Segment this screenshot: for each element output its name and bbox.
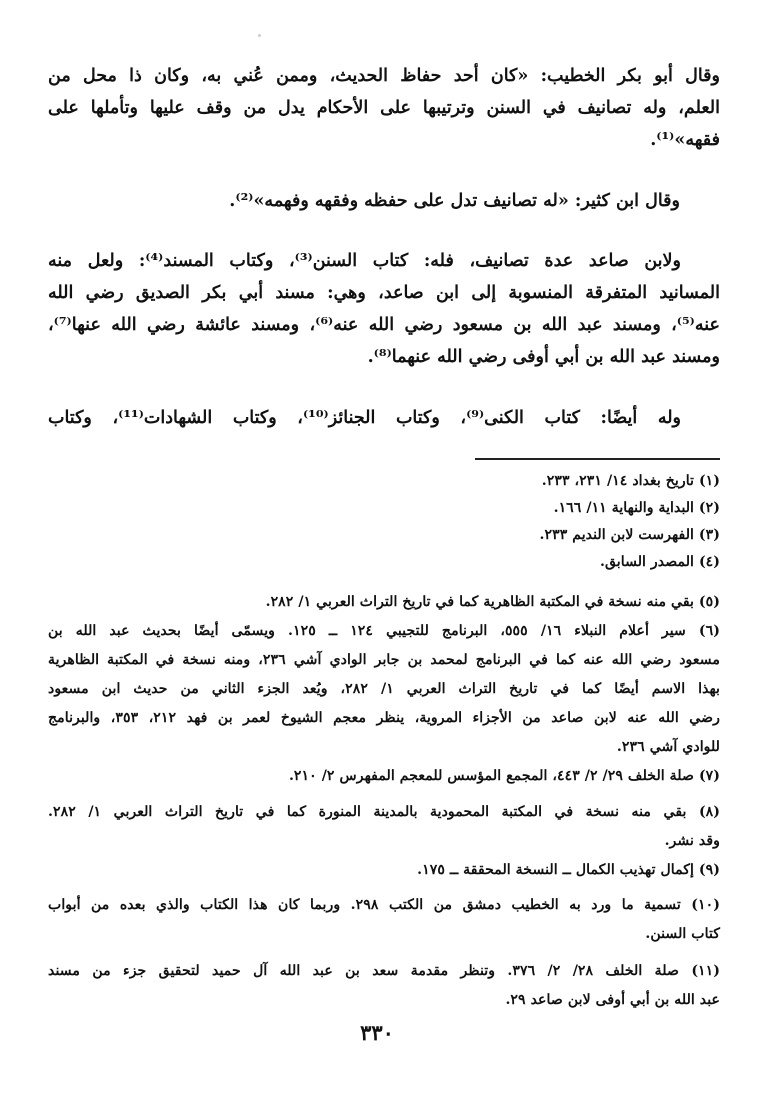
- body-line: ومسند عبد الله بن أبي أوفى رضي الله عنهما⁽⁸⁾.: [367, 347, 720, 367]
- footnote: رضي الله عنه لابن صاعد من الأجزاء المروية، ينظر معجم الشيوخ لعمر بن فهد ٢١٢، ٣٥٣، والبرنامج: [48, 710, 720, 726]
- footnote: (٧) صلة الخلف ٢٩/ ٢/ ٤٤٣، المجمع المؤسس للمعجم المفهرس ٢/ ٢١٠.: [288, 768, 720, 784]
- footnote: كتاب السنن.: [645, 926, 720, 942]
- body-line: ولابن صاعد عدة تصانيف، فله: كتاب السنن⁽³⁾، وكتاب المسند⁽⁴⁾: ولعل منه: [48, 251, 681, 271]
- footnote: (٥) بقي منه نسخة في المكتبة الظاهرية كما في تاريخ التراث العربي ١/ ٢٨٢.: [265, 594, 720, 610]
- footnote: وقد نشر.: [664, 833, 720, 849]
- footnote: (٦) سير أعلام النبلاء ١٦/ ٥٥٥، البرنامج للتجيبي ١٢٤ ــ ١٢٥. ويسمّى أيضًا بحديث عبد الله بن: [48, 623, 720, 639]
- footnote: عبد الله بن أبي أوفى لابن صاعد ٢٩.: [505, 992, 720, 1008]
- footnote: بهذا الاسم أيضًا كما في تاريخ التراث العربي ١/ ٢٨٢، ويُعد الجزء الثاني من حديث ابن مسعود: [48, 681, 721, 697]
- body-line: وقال أبو بكر الخطيب: «كان أحد حفاظ الحديث، وممن عُني به، وكان ذا محل من: [48, 66, 720, 86]
- footnote: مسعود رضي الله عنه كما في البرنامج لمحمد بن جابر الوادي آشي ٢٣٦، ومنه نسخة في المكتبة الظاهرية: [48, 652, 720, 668]
- footnote: للوادي آشي ٢٣٦.: [616, 739, 720, 755]
- body-line: وله أيضًا: كتاب الكنى⁽⁹⁾، وكتاب الجنائز⁽¹⁰⁾، وكتاب الشهادات⁽¹¹⁾، وكتاب: [48, 408, 681, 428]
- body-line: وقال ابن كثير: «له تصانيف تدل على حفظه وفقهه وفهمه»⁽²⁾.: [229, 191, 680, 211]
- footnote: (٨) بقي منه نسخة في المكتبة المحمودية بالمدينة المنورة كما في تاريخ التراث العربي ١/ ٢٨٢.: [48, 804, 721, 820]
- body-line: المسانيد المتفرقة المنسوبة إلى ابن صاعد، وهي: مسند أبي بكر الصديق رضي الله: [48, 283, 720, 303]
- footnote: (١) تاريخ بغداد ١٤/ ٢٣١، ٢٣٣.: [541, 473, 720, 489]
- body-line: فقهه»⁽¹⁾.: [650, 130, 720, 150]
- page-number: ٣٣٠: [360, 1020, 394, 1045]
- footnote: (٢) البداية والنهاية ١١/ ١٦٦.: [553, 500, 720, 516]
- scan-speck: [258, 34, 261, 37]
- footnote: (٤) المصدر السابق.: [600, 554, 720, 570]
- footnote: (١٠) تسمية ما ورد به الخطيب دمشق من الكتب ٢٩٨. وربما كان هذا الكتاب والذي بعده من أبواب: [48, 897, 720, 913]
- body-line: العلم، وله تصانيف في السنن وترتيبها على الأحكام يدل من وقف عليها وتأملها على: [48, 98, 720, 118]
- footnote: (٩) إكمال تهذيب الكمال ــ النسخة المحققة ــ ١٧٥.: [417, 862, 720, 878]
- footnote: (١١) صلة الخلف ٢٨/ ٢/ ٣٧٦. وتنظر مقدمة سعد بن عبد الله آل حميد لتحقيق جزء من مسند: [48, 963, 721, 979]
- footnote: (٣) الفهرست لابن النديم ٢٣٣.: [539, 527, 720, 543]
- footnote-separator: [475, 458, 720, 460]
- body-line: عنه⁽⁵⁾، ومسند عبد الله بن مسعود رضي الله عنه⁽⁶⁾، ومسند عائشة رضي الله عنها⁽⁷⁾،: [48, 315, 720, 335]
